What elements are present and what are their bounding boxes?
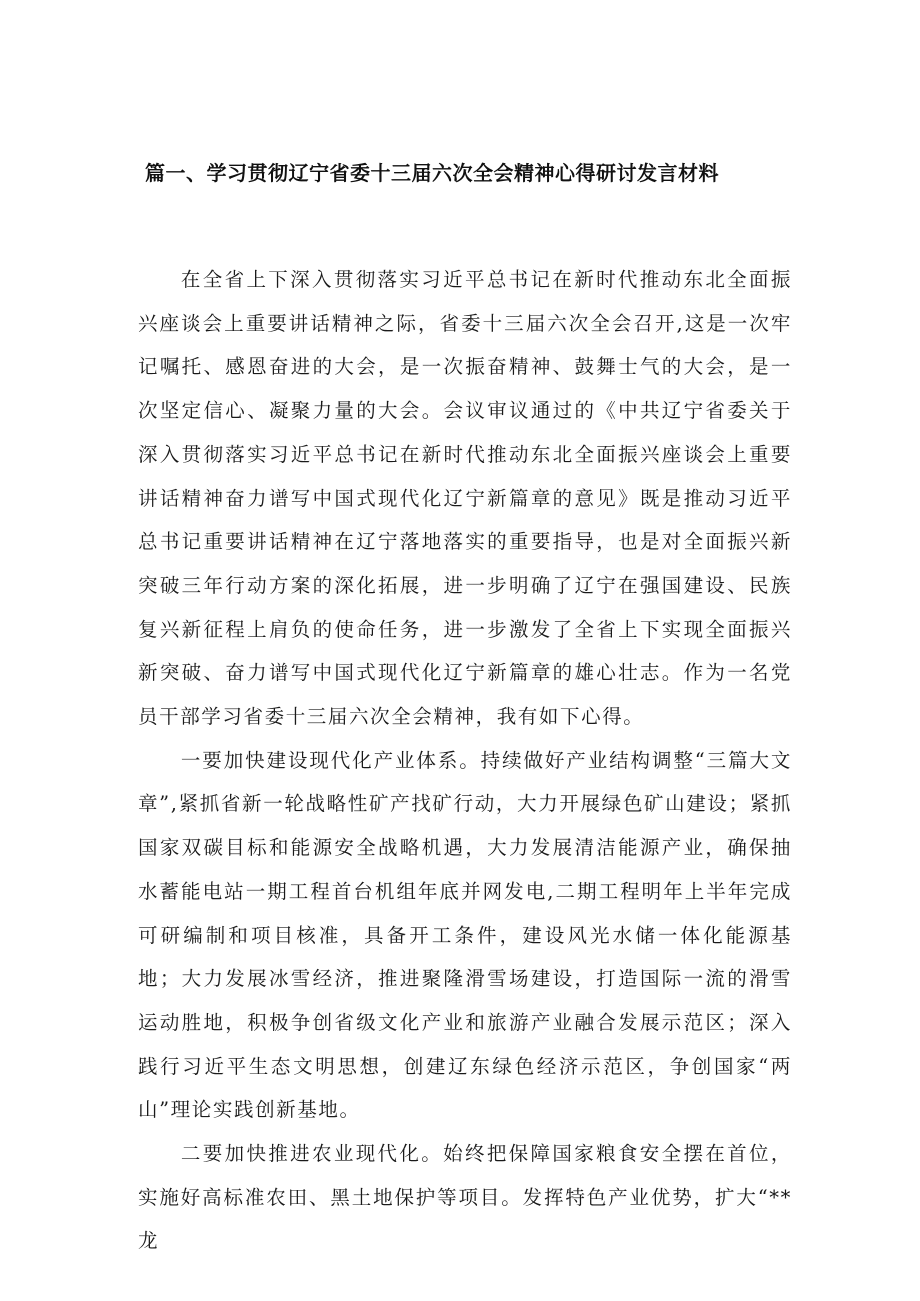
document-title: 篇一、学习贯彻辽宁省委十三届六次全会精神心得研讨发言材料 — [145, 161, 719, 185]
paragraph-agriculture: 二要加快推进农业现代化。始终把保障国家粮食安全摆在首位，实施好高标准农田、黑土地保护等项目。发挥特色产业优势，扩大“**龙 — [138, 1142, 792, 1253]
document-body — [138, 258, 792, 1263]
paragraph-industry: 一要加快建设现代化产业体系。持续做好产业结构调整“三篇大文章”,紧抓省新一轮战略性矿产找矿行动，大力开展绿色矿山建设；紧抓国家双碳目标和能源安全战略机遇，大力发展清洁能源产业，确保抽水蓄能电站一期工程首台机组年底并网发电,二期工程明年上半年完成可研编制和项目核准，具备开工条件，建设风光水储一体化能源基地；大力发展冰雪经济，推进聚隆滑雪场建设，打造国际一流的滑雪运动胜地，积极争创省级文化产业和旅游产业融合发展示范区；深入践行习近平生态文明思想，创建辽东绿色经济示范区，争创国家“两山”理论实践创新基地。 — [138, 748, 792, 1122]
paragraph-intro: 在全省上下深入贯彻落实习近平总书记在新时代推动东北全面振兴座谈会上重要讲话精神之际，省委十三届六次全会召开,这是一次牢记嘱托、感恩奋进的大会，是一次振奋精神、鼓舞士气的大会，是一次坚定信心、凝聚力量的大会。会议审议通过的《中共辽宁省委关于深入贯彻落实习近平总书记在新时代推动东北全面振兴座谈会上重要讲话精神奋力谱写中国式现代化辽宁新篇章的意见》既是推动习近平总书记重要讲话精神在辽宁落地落实的重要指导，也是对全面振兴新突破三年行动方案的深化拓展，进一步明确了辽宁在强国建设、民族复兴新征程上肩负的使命任务，进一步激发了全省上下实现全面振兴新突破、奋力谱写中国式现代化辽宁新篇章的雄心壮志。作为一名党员干部学习省委十三届六次全会精神，我有如下心得。 — [138, 268, 792, 729]
